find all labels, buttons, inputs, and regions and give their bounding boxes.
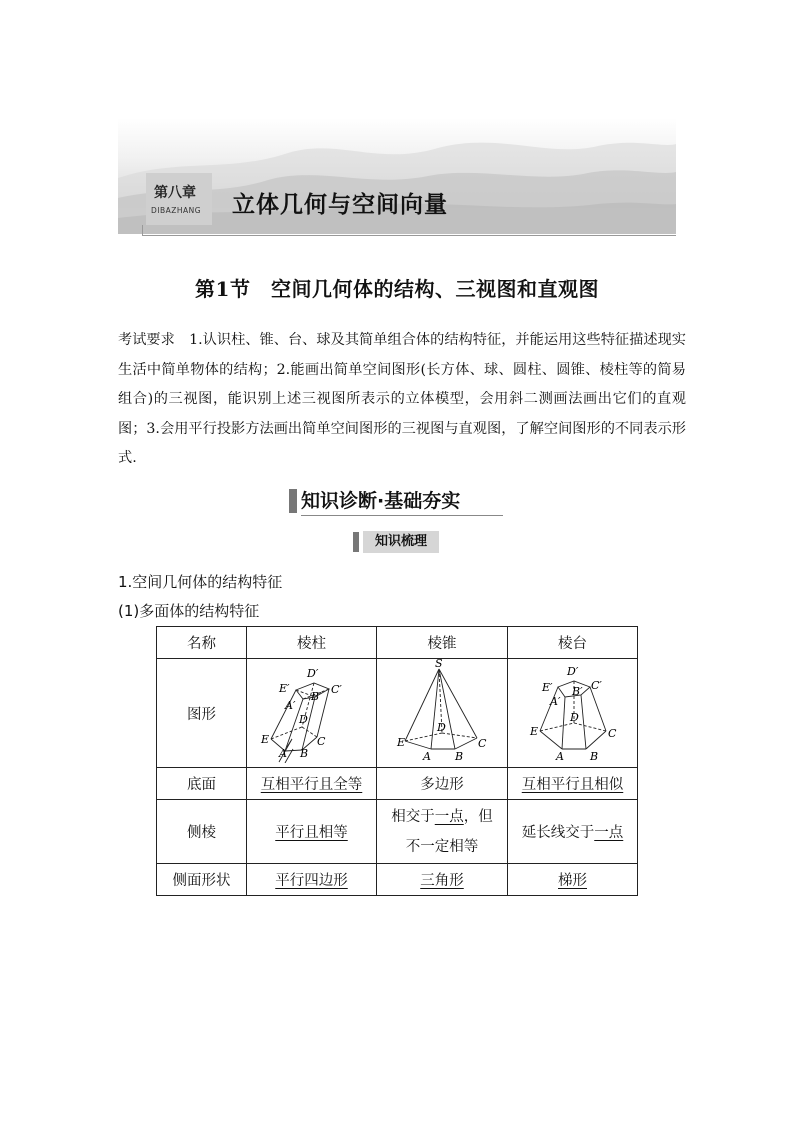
section-banner-title: 知识诊断·基础夯实: [301, 487, 503, 516]
pyramid-diagram: [377, 659, 507, 763]
row-label-figure: 图形: [157, 659, 247, 768]
prism-label-C1: C′: [331, 683, 342, 696]
header-prism: 棱柱: [247, 627, 377, 659]
cell-face-prism: 平行四边形: [247, 864, 377, 896]
cell-edge-prism: 平行且相等: [247, 800, 377, 864]
prism-label-A1: A′: [285, 699, 296, 712]
table-header-row: [157, 627, 638, 659]
banner-divider-tick: [142, 225, 143, 236]
frustum-label-C: C: [608, 727, 617, 740]
cell-base-prism: 互相平行且全等: [247, 768, 377, 800]
chapter-label: 第八章: [154, 185, 196, 201]
frustum-figure: [508, 659, 638, 768]
frustum-label-B1: B′: [572, 685, 583, 698]
header-pyramid: 棱锥: [377, 627, 508, 659]
frustum-label-C1: C′: [591, 679, 602, 692]
cell-face-frustum: 梯形: [508, 864, 638, 896]
polyhedron-table: [156, 626, 638, 896]
requirements-text: 考试要求 1.认识柱、锥、台、球及其简单组合体的结构特征，并能运用这些特征描述现实生活中简单物体的结构；2.能画出简单空间图形(长方体、球、圆柱、圆锥、棱柱等的简易组合)的三视图，能识别上述三视图所表示的立体模型，会用斜二测画法画出它们的直观图；3.会用平行投影方法画出简单空间图形的三视图与直观图，了解空间图形的不同表示形式.: [118, 332, 686, 466]
table-row-figure: [157, 659, 638, 768]
cell-base-frustum: 互相平行且相似: [508, 768, 638, 800]
subsection-banner-title: 知识梳理: [363, 531, 439, 553]
prism-label-E1: E′: [279, 682, 290, 695]
cell-edge-pyramid: 相交于一点，但 不一定相等: [377, 800, 508, 864]
frustum-label-E1: E′: [542, 681, 553, 694]
frustum-diagram: [508, 659, 637, 763]
pyramid-figure: [377, 659, 508, 768]
pyramid-label-S: S: [435, 659, 443, 670]
chapter-title: 立体几何与空间向量: [232, 192, 448, 218]
chapter-pinyin: DIBAZHANG: [151, 206, 202, 215]
prism-figure: [247, 659, 377, 768]
frustum-label-D: D: [570, 711, 579, 724]
prism-label-E: E: [261, 733, 270, 746]
table-row-edge: [157, 800, 638, 864]
prism-label-A: A: [279, 747, 287, 760]
prism-label-D1: D′: [307, 667, 319, 680]
pyramid-label-E: E: [397, 736, 406, 749]
pyramid-label-D: D: [437, 721, 446, 734]
row-label-edge: 侧棱: [157, 800, 247, 864]
heading-structure: 1.空间几何体的结构特征: [118, 573, 283, 591]
row-label-face: 侧面形状: [157, 864, 247, 896]
heading-polyhedron: (1)多面体的结构特征: [118, 602, 260, 620]
subsection-banner: [353, 531, 439, 553]
pyramid-label-A: A: [423, 750, 431, 763]
prism-label-D: D: [299, 713, 308, 726]
header-name: 名称: [157, 627, 247, 659]
exam-requirements: [118, 326, 686, 474]
table-row-face: [157, 864, 638, 896]
prism-label-C: C: [317, 735, 326, 748]
prism-diagram: [247, 659, 376, 763]
section-banner: [289, 487, 503, 515]
cell-edge-frustum: 延长线交于一点: [508, 800, 638, 864]
pyramid-label-C: C: [478, 737, 487, 750]
header-frustum: 棱台: [508, 627, 638, 659]
cell-base-pyramid: 多边形: [377, 768, 508, 800]
table-row-base: [157, 768, 638, 800]
frustum-label-B: B: [590, 750, 599, 763]
frustum-label-A1: A′: [550, 695, 561, 708]
section-title: 第1节 空间几何体的结构、三视图和直观图: [195, 277, 599, 301]
frustum-label-A: A: [556, 750, 564, 763]
banner-divider: [142, 235, 676, 236]
row-label-base: 底面: [157, 768, 247, 800]
cell-face-pyramid: 三角形: [377, 864, 508, 896]
pyramid-label-B: B: [455, 750, 464, 763]
frustum-label-E: E: [530, 725, 539, 738]
prism-label-B: B: [300, 747, 309, 760]
frustum-label-D1: D′: [567, 665, 579, 678]
prism-label-B1: B′: [311, 690, 322, 703]
